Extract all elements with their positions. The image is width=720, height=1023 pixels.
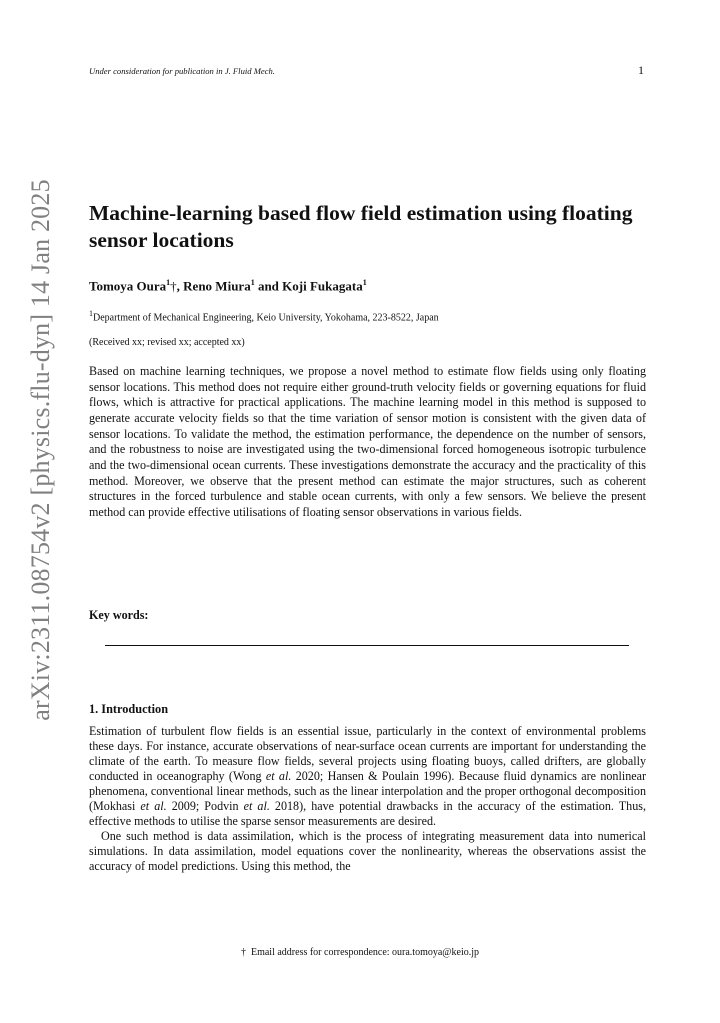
keywords-label: Key words: bbox=[89, 608, 149, 622]
footnote-text: Email address for correspondence: oura.tomoya@keio.jp bbox=[250, 947, 480, 958]
arxiv-identifier-stamp: arXiv:2311.08754v2 [physics.flu-dyn] 14 Jan 2025 bbox=[26, 179, 55, 721]
citation-etal: et al. bbox=[243, 799, 270, 814]
affiliation-text: Department of Mechanical Engineering, Keio University, Yokohama, 223-8522, Japan bbox=[93, 312, 439, 324]
text-run: Estimation of turbulent flow fields is an essential issue, particularly in the context of environmental problems these days. For instance, accurate observations of near-surface ocean currents are important for understanding the climate of the earth. To measure flow fields, several projects using floating buoys, called drifters, are globally conducted in oceanography (Wong bbox=[89, 724, 646, 784]
received-dates: (Received xx; revised xx; accepted xx) bbox=[89, 337, 245, 348]
text-run: 2018), have potential drawbacks in the accuracy of the estimation. Thus, effective methods to utilise the sparse sensor measurements are desired. bbox=[89, 799, 646, 829]
running-head: Under consideration for publication in J. Fluid Mech. bbox=[89, 66, 275, 76]
section-heading-introduction: 1. Introduction bbox=[89, 702, 169, 716]
paper-title: Machine-learning based flow field estimation using floating sensor locations bbox=[89, 201, 633, 252]
page-number: 1 bbox=[638, 63, 644, 77]
abstract-divider bbox=[105, 645, 629, 646]
affiliation-superscript: 1 bbox=[250, 278, 255, 287]
text-run: 2009; Podvin bbox=[166, 799, 244, 814]
paragraph bbox=[89, 724, 646, 829]
author-name: Reno Miura bbox=[183, 278, 251, 294]
author-name: Tomoya Oura bbox=[89, 278, 167, 294]
author-list: Tomoya Oura$^1$†, Reno Miura$^1$ and Koji Fukagata$^1$ bbox=[89, 278, 367, 294]
text-run: 2020; Hansen & Poulain 1996). Because fluid dynamics are nonlinear phenomena, conventional linear methods, such as the linear interpolation and the proper orthogonal decomposition (Mokhasi bbox=[89, 769, 647, 814]
introduction-body bbox=[89, 724, 646, 874]
citation-etal: et al. bbox=[140, 799, 167, 814]
citation-etal: et al. bbox=[265, 769, 292, 784]
footnote-mark: † bbox=[240, 947, 246, 958]
abstract: Based on machine learning techniques, we propose a novel method to estimate flow fields using only floating sensor locations. This method does not require either ground-truth velocity fields or governing equations for fluid flows, which is attractive for practical applications. The machine learning model in this method is supposed to generate accurate velocity fields so that the time variation of sensor motion is consistent with the given data of sensor locations. To validate the method, the estimation performance, the dependence on the number of sensors, and the robustness to noise are investigated using the two-dimensional forced homogeneous isotropic turbulence and the two-dimensional ocean currents. These investigations demonstrate the accuracy and the practicality of this method. Moreover, we observe that the present method can estimate the major structures, such as coherent structures in the forced turbulence and stable ocean currents, with only a few sensors. We believe the present method can provide effective utilisations of floating sensor observations in various fields. bbox=[89, 364, 646, 519]
author-name: Koji Fukagata bbox=[282, 278, 363, 294]
affiliation-superscript: 1 bbox=[89, 309, 93, 318]
affiliation bbox=[89, 309, 439, 323]
affiliation-superscript: 1 bbox=[166, 278, 171, 287]
affiliation-superscript: 1 bbox=[362, 278, 367, 287]
paragraph: One such method is data assimilation, which is the process of integrating measurement data into numerical simulations. In data assimilation, model equations cover the nonlinearity, whereas the observations assist the accuracy of model predictions. Using this method, the bbox=[89, 829, 646, 874]
correspondence-mark: † bbox=[170, 278, 177, 294]
footnote bbox=[0, 947, 720, 958]
